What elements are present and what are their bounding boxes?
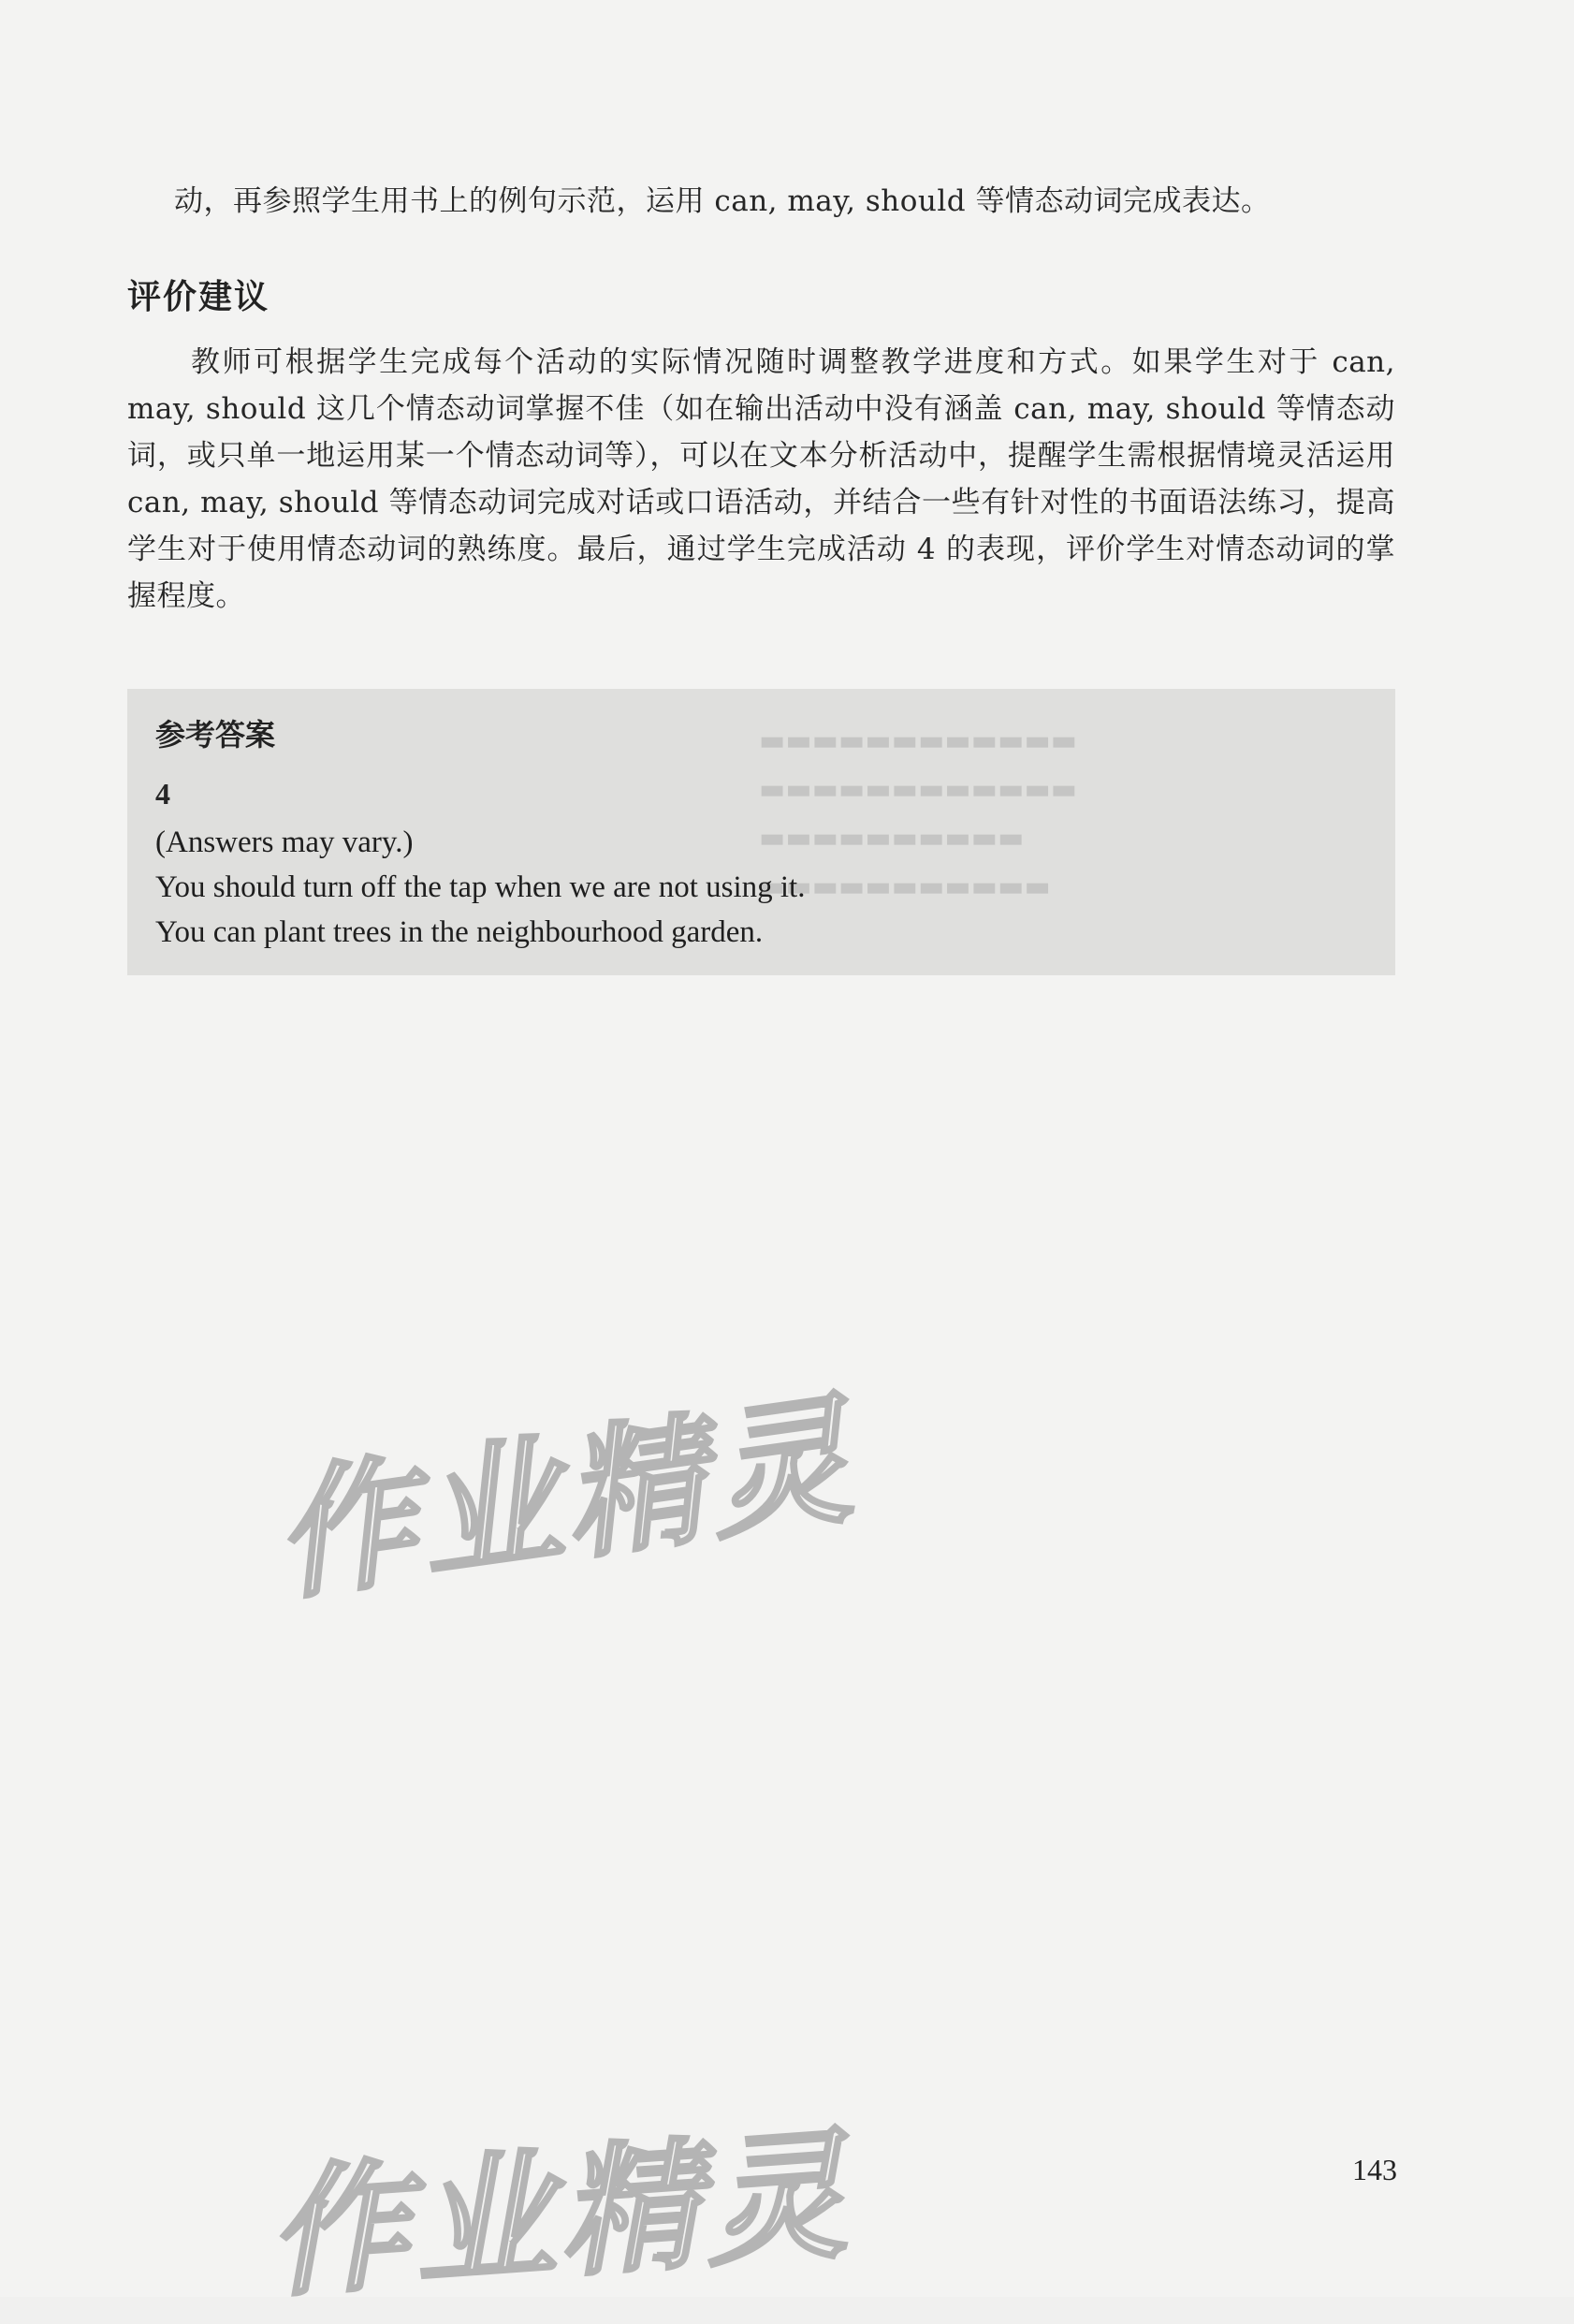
evaluation-heading: 评价建议 [127, 278, 270, 316]
watermark-logo: 作业精灵 [264, 1378, 867, 1621]
page-number: 143 [1352, 2153, 1397, 2186]
answer-line: You can plant trees in the neighbourhood garden. [155, 915, 764, 949]
answer-box [127, 689, 1395, 975]
evaluation-paragraph: 教师可根据学生完成每个活动的实际情况随时调整教学进度和方式。如果学生对于 can, may, should 这几个情态动词掌握不佳（如在输出活动中没有涵盖 can, may, should 等情态动词，或只单一地运用某一个情态动词等），可以在文本分析活动中，提醒学生需根据情境灵活运用 can, may, should 等情态动词完成对话或口语活动，并结合一些有针对性的书面语法练习，提高学生对于使用情态动词的熟练度。最后，通过学生完成活动 4 的表现，评价学生对情态动词的掌握程度。 [127, 345, 1395, 613]
answer-number: 4 [155, 777, 170, 811]
intro-line: 动，再参照学生用书上的例句示范，运用 can, may, should 等情态动词完成表达。 [174, 184, 1271, 218]
answer-line: You should turn off the tap when we are not using it. [155, 870, 806, 904]
answer-lines [155, 820, 805, 955]
watermark-logo: 作业精灵 [262, 2113, 857, 2317]
answer-line: (Answers may vary.) [155, 826, 414, 859]
answer-heading: 参考答案 [155, 717, 276, 753]
bleed-through-shadow: ▬▬▬▬▬▬▬▬▬▬▬▬ ▬▬▬▬▬▬▬▬▬▬▬▬ ▬▬▬▬▬▬▬▬▬▬ ▬▬▬▬▬▬▬▬▬▬▬ [759, 724, 1078, 903]
